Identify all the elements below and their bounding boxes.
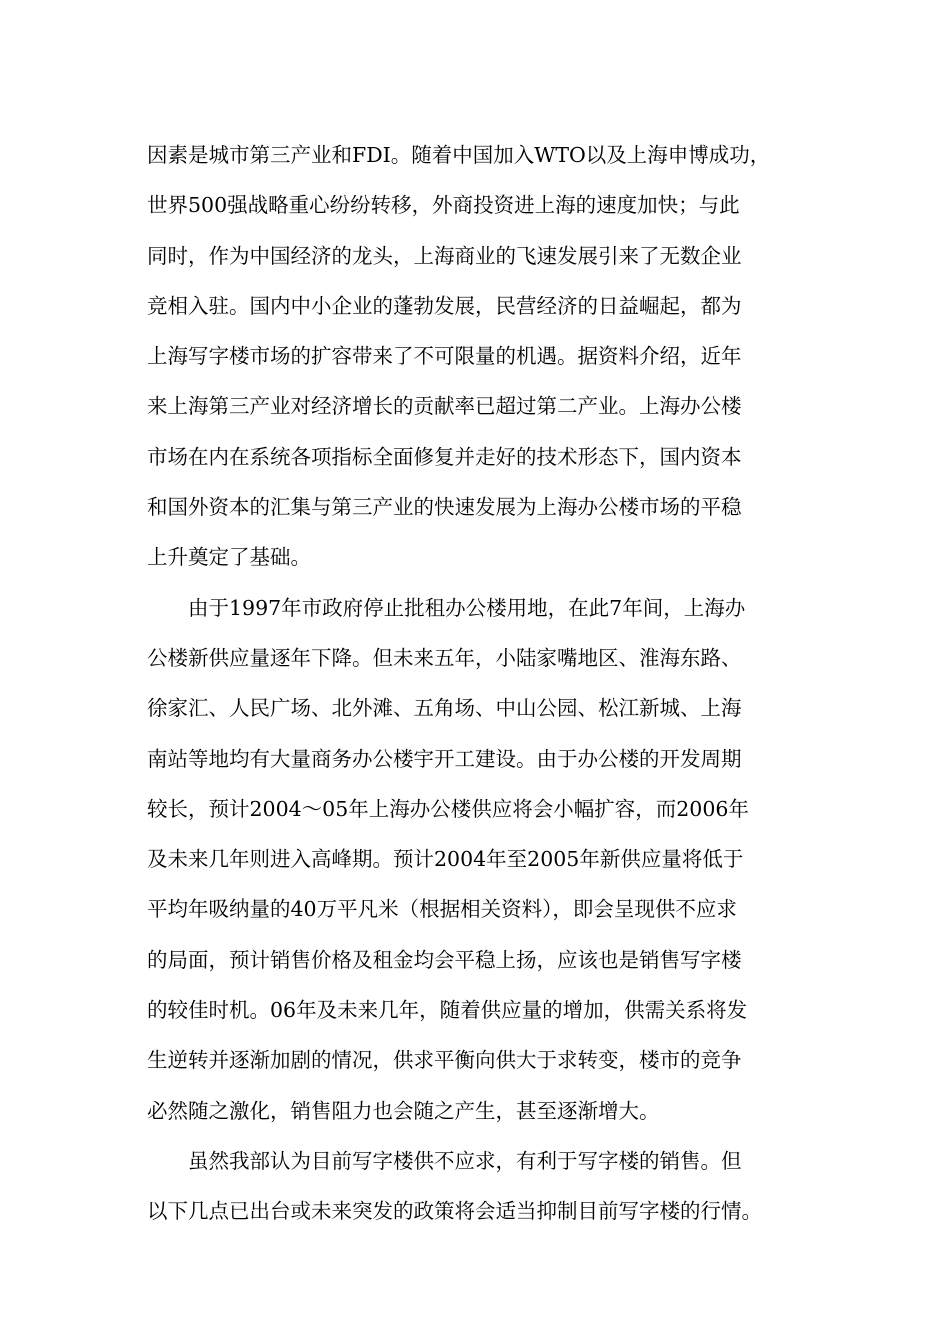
text-line: 公楼新供应量逐年下降。但未来五年，小陆家嘴地区、淮海东路、 xyxy=(147,645,742,670)
text-line: 虽然我部认为目前写字楼供不应求，有利于写字楼的销售。但 xyxy=(188,1148,742,1173)
paragraph-3 xyxy=(147,1136,819,1237)
text-line: 同时，作为中国经济的龙头，上海商业的飞速发展引来了无数企业 xyxy=(147,243,742,268)
text-line: 竞相入驻。国内中小企业的蓬勃发展，民营经济的日益崛起，都为 xyxy=(147,293,742,318)
text-line: 市场在内在系统各项指标全面修复并走好的技术形态下，国内资本 xyxy=(147,444,742,469)
text-line: 世界500强战略重心纷纷转移，外商投资进上海的速度加快；与此 xyxy=(147,193,740,218)
text-line: 来上海第三产业对经济增长的贡献率已超过第二产业。上海办公楼 xyxy=(147,394,742,419)
text-line: 必然随之激化，销售阻力也会随之产生，甚至逐渐增大。 xyxy=(147,1098,660,1123)
text-line: 由于1997年市政府停止批租办公楼用地，在此7年间，上海办 xyxy=(188,595,746,620)
text-line: 和国外资本的汇集与第三产业的快速发展为上海办公楼市场的平稳 xyxy=(147,495,742,520)
text-line: 以下几点已出台或未来突发的政策将会适当抑制目前写字楼的行情。 xyxy=(147,1199,762,1224)
text-line: 的局面，预计销售价格及租金均会平稳上扬，应该也是销售写字楼 xyxy=(147,947,742,972)
paragraph-2 xyxy=(147,583,819,1136)
text-line: 上升奠定了基础。 xyxy=(147,545,311,570)
text-line: 生逆转并逐渐加剧的情况，供求平衡向供大于求转变，楼市的竞争 xyxy=(147,1048,742,1073)
text-line: 平均年吸纳量的40万平凡米（根据相关资料），即会呈现供不应求 xyxy=(147,897,737,922)
text-line: 及未来几年则进入高峰期。预计2004年至2005年新供应量将低于 xyxy=(147,847,744,872)
text-line: 的较佳时机。06年及未来几年，随着供应量的增加，供需关系将发 xyxy=(147,998,748,1023)
paragraph-1 xyxy=(147,130,819,583)
text-line: 因素是城市第三产业和FDI。随着中国加入WTO以及上海申博成功， xyxy=(147,143,771,167)
text-line: 徐家汇、人民广场、北外滩、五角场、中山公园、松江新城、上海 xyxy=(147,696,742,721)
text-line: 较长，预计2004～05年上海办公楼供应将会小幅扩容，而2006年 xyxy=(147,796,749,821)
document-body xyxy=(147,130,819,1237)
text-line: 南站等地均有大量商务办公楼宇开工建设。由于办公楼的开发周期 xyxy=(147,746,742,771)
text-line: 上海写字楼市场的扩容带来了不可限量的机遇。据资料介绍，近年 xyxy=(147,344,742,369)
